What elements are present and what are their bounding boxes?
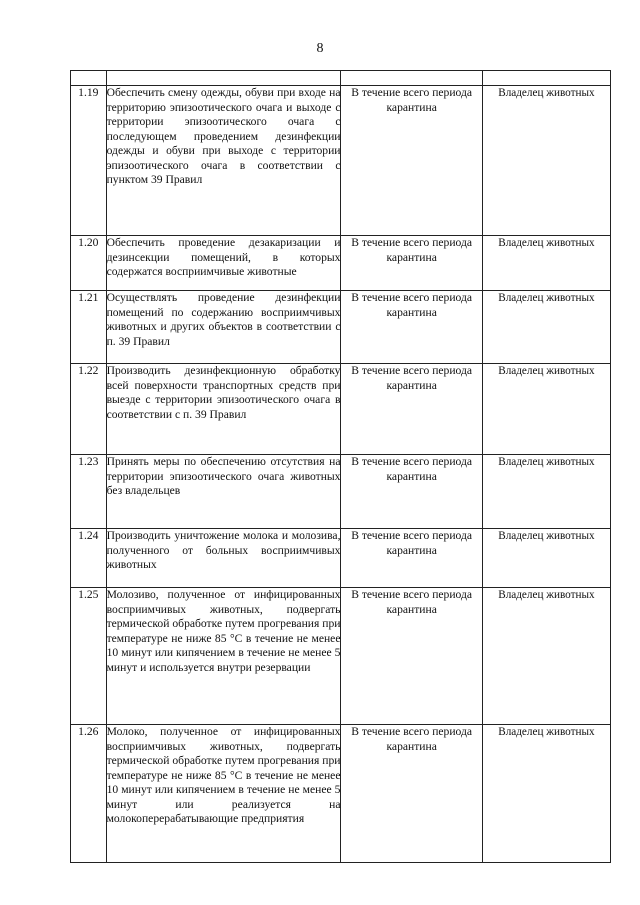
- responsible-text: Владелец животных: [482, 529, 610, 588]
- measure-text: Производить уничтожение молока и молозива, полученного от больных восприимчивых животных: [106, 529, 341, 588]
- table-row: [71, 86, 611, 236]
- row-number: 1.19: [71, 86, 107, 236]
- responsible-text: Владелец животных: [482, 588, 610, 725]
- term-text: В течение всего периода карантина: [341, 455, 482, 529]
- term-text: В течение всего периода карантина: [341, 236, 482, 291]
- header-cell-measure: [106, 71, 341, 86]
- term-text: В течение всего периода карантина: [341, 588, 482, 725]
- measure-text: Осуществлять проведение дезинфекции помещений по содержанию восприимчивых животных и других объектов в соответствии с п. 39 Правил: [106, 291, 341, 364]
- table-row: [71, 725, 611, 863]
- responsible-text: Владелец животных: [482, 86, 610, 236]
- row-number: 1.20: [71, 236, 107, 291]
- term-text: В течение всего периода карантина: [341, 86, 482, 236]
- table-header-row: [71, 71, 611, 86]
- table-row: [71, 291, 611, 364]
- measure-text: Молоко, полученное от инфицированных восприимчивых животных, подвергать термической обработке путем прогревания при температуре не ниже 85 °С в течение не менее 10 минут или кипячением в течение не менее 5 минут или реализуется на молокоперерабатывающие предприятия: [106, 725, 341, 863]
- term-text: В течение всего периода карантина: [341, 725, 482, 863]
- row-number: 1.25: [71, 588, 107, 725]
- measure-text: Молозиво, полученное от инфицированных восприимчивых животных, подвергать термической обработке путем прогревания при температуре не ниже 85 °С в течение не менее 10 минут или кипячением в течение не менее 5 минут и используется внутри резервации: [106, 588, 341, 725]
- measure-text: Обеспечить смену одежды, обуви при входе на территорию эпизоотического очага и выходе с территории эпизоотического очага с последующем проведением дезинфекции одежды и обуви при выходе с территории эпизоотического очага в соответствии с пунктом 39 Правил: [106, 86, 341, 236]
- measures-table: [70, 70, 611, 863]
- row-number: 1.21: [71, 291, 107, 364]
- term-text: В течение всего периода карантина: [341, 364, 482, 455]
- measure-text: Принять меры по обеспечению отсутствия на территории эпизоотического очага животных без владельцев: [106, 455, 341, 529]
- table-row: [71, 236, 611, 291]
- measure-text: Производить дезинфекционную обработку всей поверхности транспортных средств при выезде с территории эпизоотического очага в соответствии с п. 39 Правил: [106, 364, 341, 455]
- measure-text: Обеспечить проведение дезакаризации и дезинсекции помещений, в которых содержатся восприимчивые животные: [106, 236, 341, 291]
- table-row: [71, 588, 611, 725]
- term-text: В течение всего периода карантина: [341, 291, 482, 364]
- page-number: 8: [316, 41, 324, 56]
- row-number: 1.26: [71, 725, 107, 863]
- header-cell-term: [341, 71, 482, 86]
- responsible-text: Владелец животных: [482, 236, 610, 291]
- row-number: 1.22: [71, 364, 107, 455]
- term-text: В течение всего периода карантина: [341, 529, 482, 588]
- responsible-text: Владелец животных: [482, 364, 610, 455]
- table-row: [71, 455, 611, 529]
- responsible-text: Владелец животных: [482, 725, 610, 863]
- header-cell-responsible: [482, 71, 610, 86]
- responsible-text: Владелец животных: [482, 291, 610, 364]
- table-row: [71, 364, 611, 455]
- table-row: [71, 529, 611, 588]
- row-number: 1.24: [71, 529, 107, 588]
- responsible-text: Владелец животных: [482, 455, 610, 529]
- header-cell-number: [71, 71, 107, 86]
- row-number: 1.23: [71, 455, 107, 529]
